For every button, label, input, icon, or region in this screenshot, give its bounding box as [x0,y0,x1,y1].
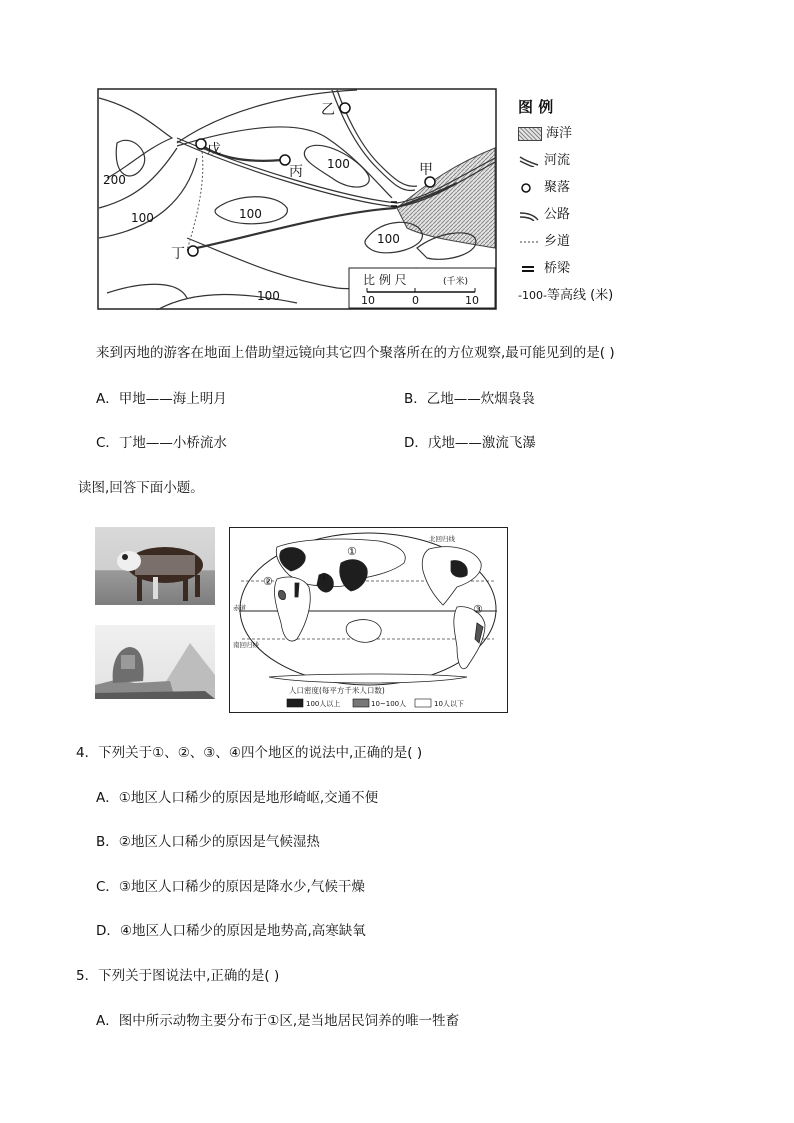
contour-label: 100 [257,289,280,303]
cow-icon [95,527,215,605]
road-legend-icon [518,209,540,221]
q4-option-a: A．①地区人口稀少的原因是地形崎岖,交通不便 [96,790,379,806]
contour-label: 100 [327,157,350,171]
tropic-cancer-label: 北回归线 [429,535,455,543]
q4-option-d: D．④地区人口稀少的原因是地势高,高寒缺氧 [96,923,366,939]
legend-label: 等高线 (米) [546,288,614,303]
region-marker: ③ [473,603,483,616]
legend-label: 公路 [544,207,571,222]
cattle-photo [95,527,215,605]
q5-option-a: A．图中所示动物主要分布于①区,是当地居民饲养的唯一牲畜 [96,1013,460,1029]
label-bing: 丙 [289,164,303,180]
legend-item-river [518,149,570,168]
contour-legend-symbol: -100- [518,289,547,302]
legend-item-bridge [518,257,570,276]
region-marker: ④ [319,571,329,584]
option-c: C．丁地——小桥流水 [96,435,227,451]
legend-item-contour [518,284,613,303]
population-legend-item: 10人以下 [434,700,464,708]
contour-label: 100 [239,207,262,221]
legend-title: 图 例 [518,98,554,116]
option-a: A．甲地——海上明月 [96,391,227,407]
scale-tick: 10 [361,294,375,307]
legend-label: 桥梁 [544,261,571,276]
scale-bar [349,268,495,308]
contour-label: 100 [131,211,154,225]
read-prompt: 读图,回答下面小题。 [78,480,204,496]
region-marker: ② [263,575,273,588]
legend-item-settlement [518,176,570,195]
scale-tick: 0 [412,294,419,307]
label-jia: 甲 [419,162,433,178]
settlement-legend-icon [518,182,540,194]
population-legend-item: 10~100人 [371,700,407,708]
legend-item-village-road [518,230,570,249]
legend-label: 河流 [544,153,571,168]
q4-option-c: C．③地区人口稀少的原因是降水少,气候干燥 [96,879,365,895]
bridge-legend-icon [518,263,540,275]
option-d: D．戊地——激流飞瀑 [404,435,536,451]
question-intro: 来到丙地的游客在地面上借助望远镜向其它四个聚落所在的方位观察,最可能见到的是( ) [96,345,615,361]
q4-option-b: B．②地区人口稀少的原因是气候湿热 [96,834,320,850]
village-road-legend-icon [518,236,540,248]
option-b: B．乙地——炊烟袅袅 [404,391,535,407]
label-wu: 戊 [207,142,221,158]
legend-label: 乡道 [544,234,571,249]
label-ding: 丁 [171,246,185,262]
contour-label: 200 [103,173,126,187]
world-population-map [229,527,508,713]
legend-label: 海洋 [546,126,573,141]
question-4-stem: 4．下列关于①、②、③、④四个地区的说法中,正确的是( ) [76,745,423,761]
equator-label: 赤道 [233,604,246,612]
population-legend-item: 100人以上 [306,700,341,708]
question-5-stem: 5．下列关于图说法中,正确的是( ) [76,968,280,984]
scale-tick: 10 [465,294,479,307]
contour-label: 100 [377,232,400,246]
scale-unit: (千米) [443,277,469,287]
population-legend-title: 人口密度(每平方千米人口数) [289,686,385,695]
scale-title: 比 例 尺 [363,273,407,287]
dense-nile [295,583,299,597]
sphinx-pyramid-icon [95,625,215,699]
legend-label: 聚落 [544,180,571,195]
sea-legend-icon [518,127,542,141]
tropic-capricorn-label: 南回归线 [233,641,259,649]
region-marker: ① [347,545,357,558]
river-legend-icon [518,155,540,167]
label-yi: 乙 [321,102,335,118]
topographic-map [97,88,497,310]
sphinx-pyramid-photo [95,625,215,699]
legend-item-road [518,203,570,222]
dense-west-africa [278,590,285,599]
legend-item-sea [518,122,572,141]
